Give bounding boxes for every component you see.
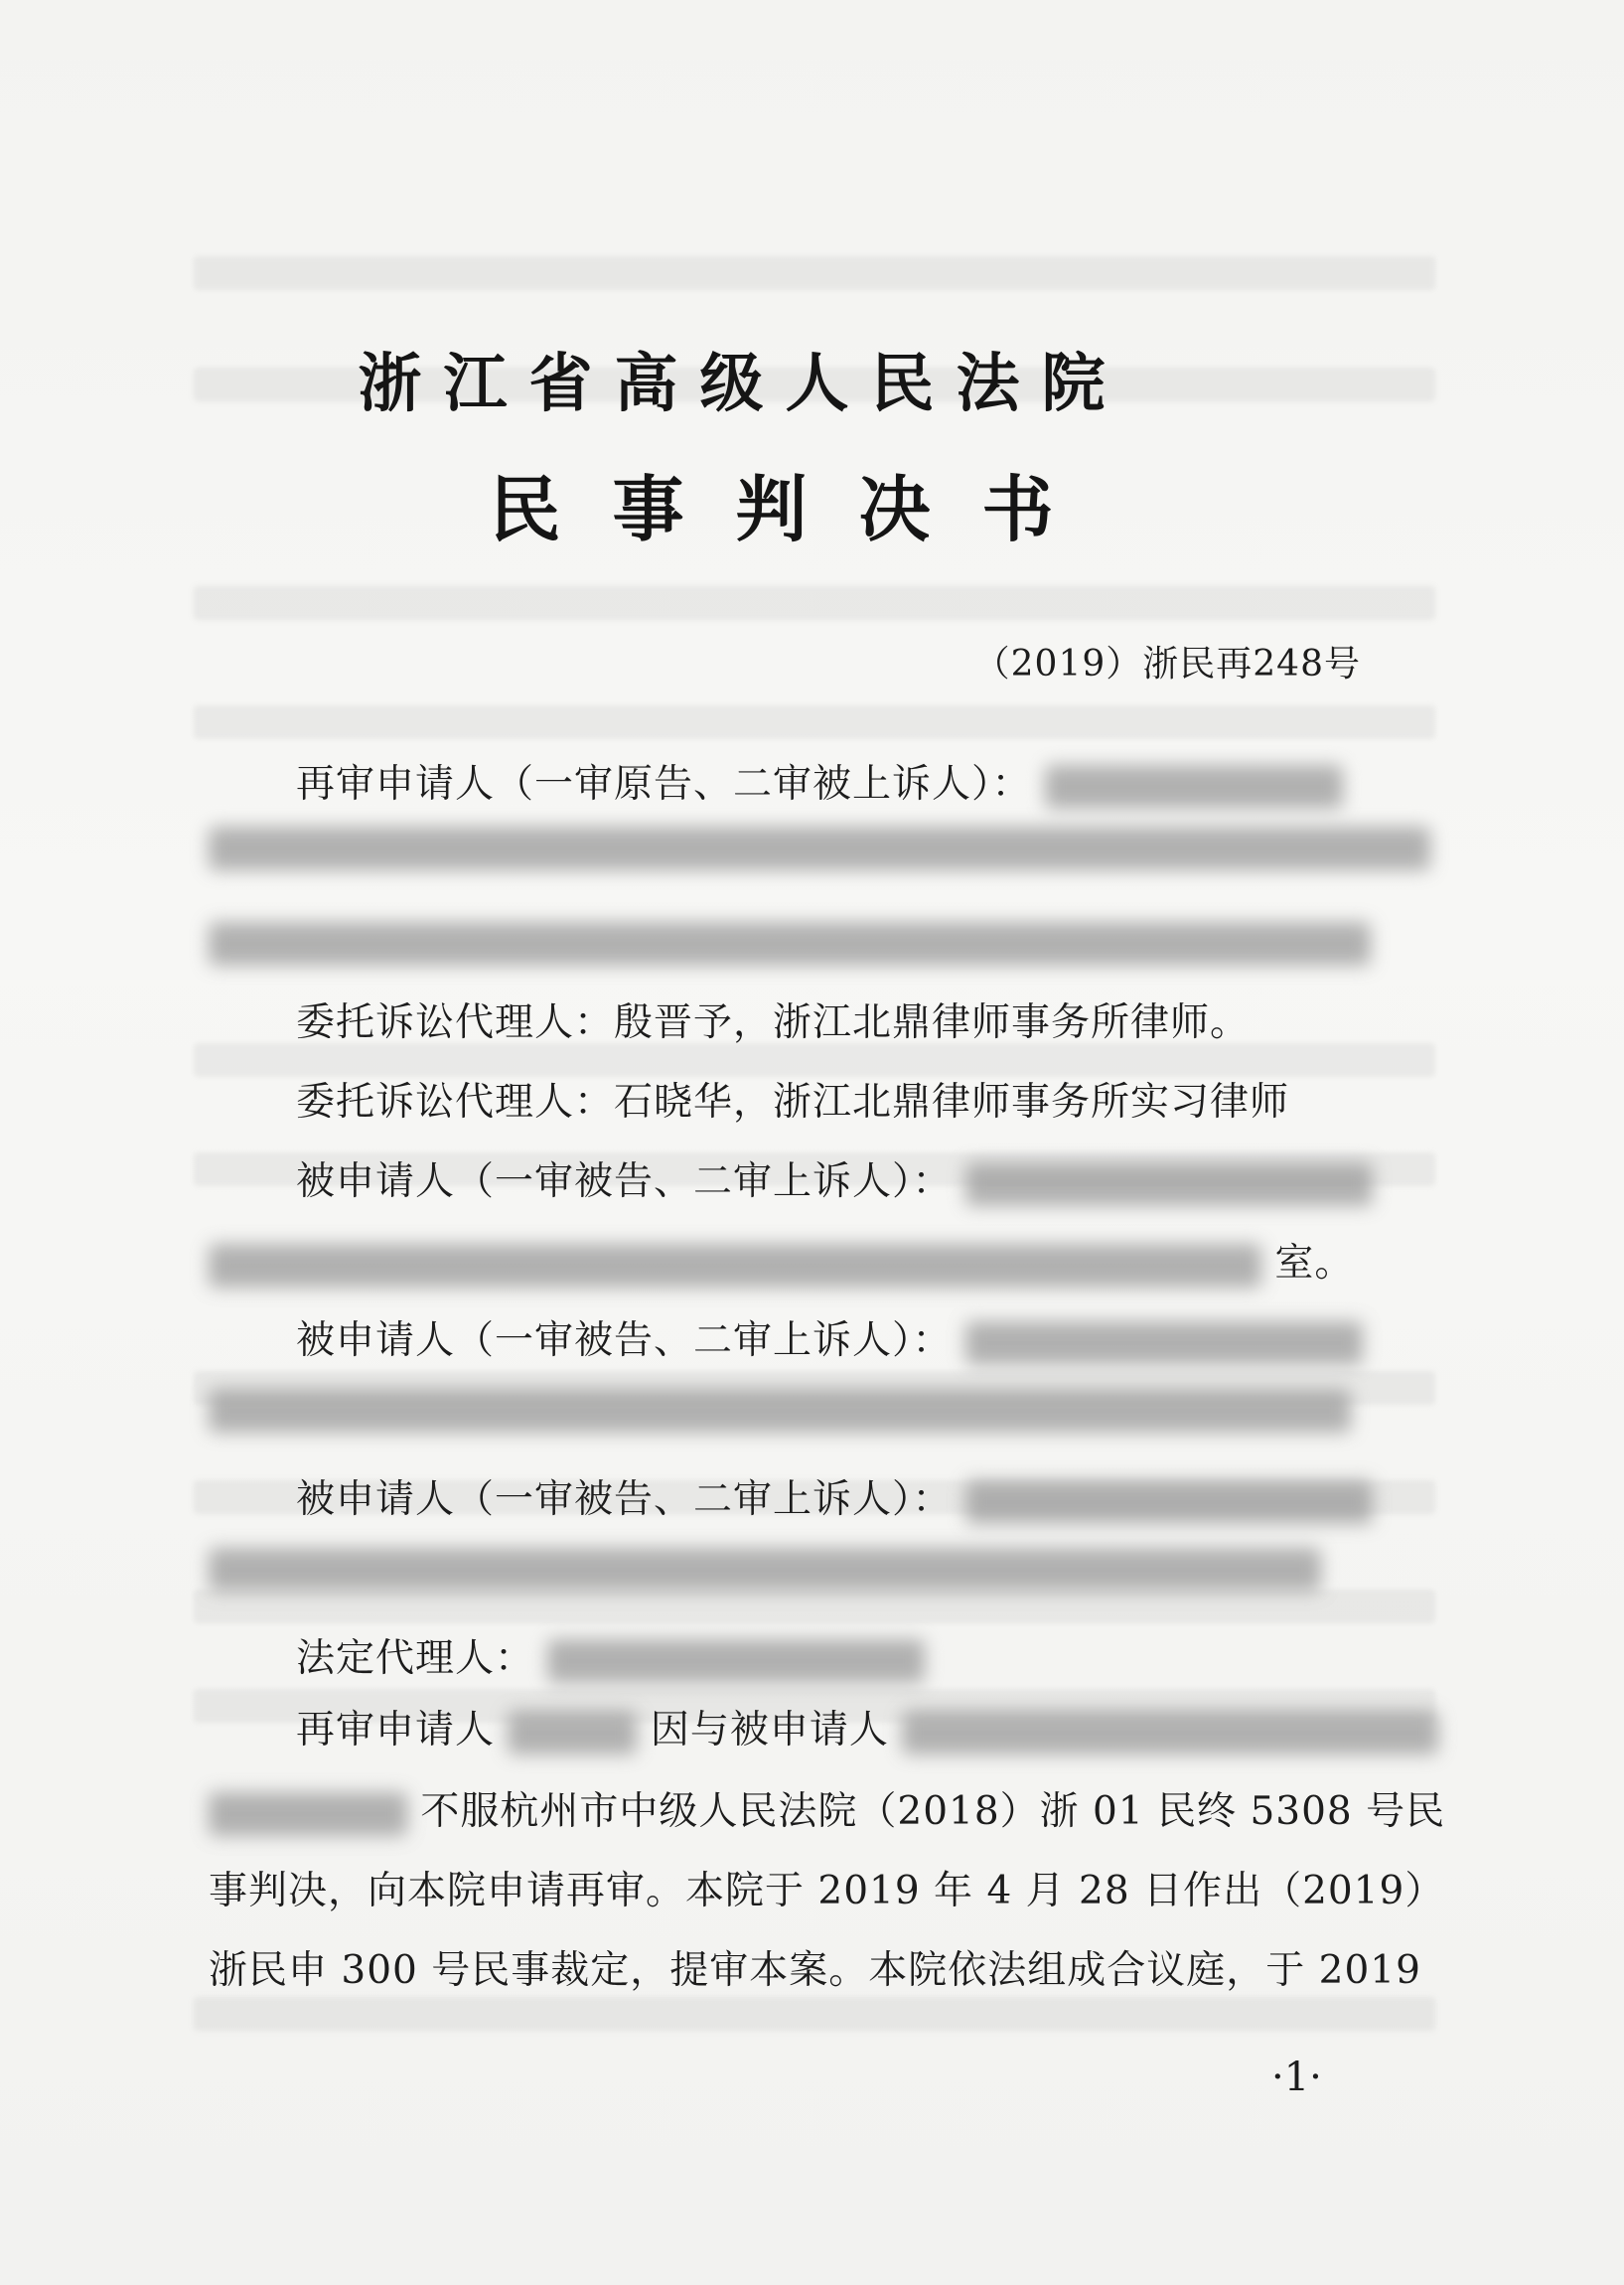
court-name: 浙江省高级人民法院 xyxy=(358,347,1127,421)
case-number: （2019）浙民再248号 xyxy=(973,644,1361,685)
respondent-1-address xyxy=(209,1232,1354,1288)
redacted-text xyxy=(965,1480,1373,1524)
bleed-through xyxy=(194,256,1435,290)
respondent-2-line xyxy=(296,1309,1363,1365)
redacted-text xyxy=(209,827,1430,870)
redacted-text xyxy=(209,1548,1321,1592)
respondent-2-role: 被申请人（一审被告、二审上诉人）： xyxy=(296,1318,953,1363)
legal-rep-label: 法定代理人： xyxy=(296,1636,535,1681)
respondent-1-tail: 室。 xyxy=(1274,1241,1355,1286)
applicant-line xyxy=(296,753,1343,809)
body-line-1 xyxy=(296,1699,1438,1754)
redacted-text xyxy=(1045,765,1343,809)
redacted-text xyxy=(209,1792,407,1836)
redacted-text xyxy=(902,1711,1438,1754)
body-text: 不服杭州市中级人民法院（2018）浙 01 民终 5308 号民 xyxy=(420,1789,1446,1834)
bleed-through xyxy=(194,705,1435,739)
body-line-4: 浙民申 300 号民事裁定，提审本案。本院依法组成合议庭，于 2019 xyxy=(209,1948,1421,1993)
redacted-text xyxy=(547,1639,925,1683)
page-number: ·1· xyxy=(1271,2055,1322,2100)
respondent-3-line xyxy=(296,1468,1373,1524)
bleed-through xyxy=(194,1997,1435,2031)
document-type: 民事判决书 xyxy=(489,467,1106,551)
body-line-2 xyxy=(209,1780,1445,1836)
redacted-text xyxy=(965,1321,1363,1365)
redacted-text xyxy=(209,1389,1351,1433)
respondent-3-role: 被申请人（一审被告、二审上诉人）： xyxy=(296,1477,953,1522)
agent-line-1: 委托诉讼代理人：殷晋予，浙江北鼎律师事务所律师。 xyxy=(296,1000,1251,1045)
body-respondent: 因与被申请人 xyxy=(650,1708,889,1752)
redacted-text xyxy=(209,922,1371,966)
redacted-text xyxy=(965,1162,1373,1206)
applicant-role: 再审申请人（一审原告、二审被上诉人）： xyxy=(296,762,1032,807)
body-applicant: 再审申请人 xyxy=(296,1708,496,1752)
redacted-text xyxy=(508,1711,637,1754)
respondent-1-line xyxy=(296,1150,1373,1206)
bleed-through xyxy=(194,1590,1435,1623)
agent-line-2: 委托诉讼代理人：石晓华，浙江北鼎律师事务所实习律师 xyxy=(296,1080,1290,1125)
bleed-through xyxy=(194,586,1435,620)
respondent-1-role: 被申请人（一审被告、二审上诉人）： xyxy=(296,1159,953,1204)
redacted-text xyxy=(209,1244,1261,1288)
body-line-3: 事判决，向本院申请再审。本院于 2019 年 4 月 28 日作出（2019） xyxy=(209,1869,1445,1913)
legal-rep-line xyxy=(296,1627,925,1683)
